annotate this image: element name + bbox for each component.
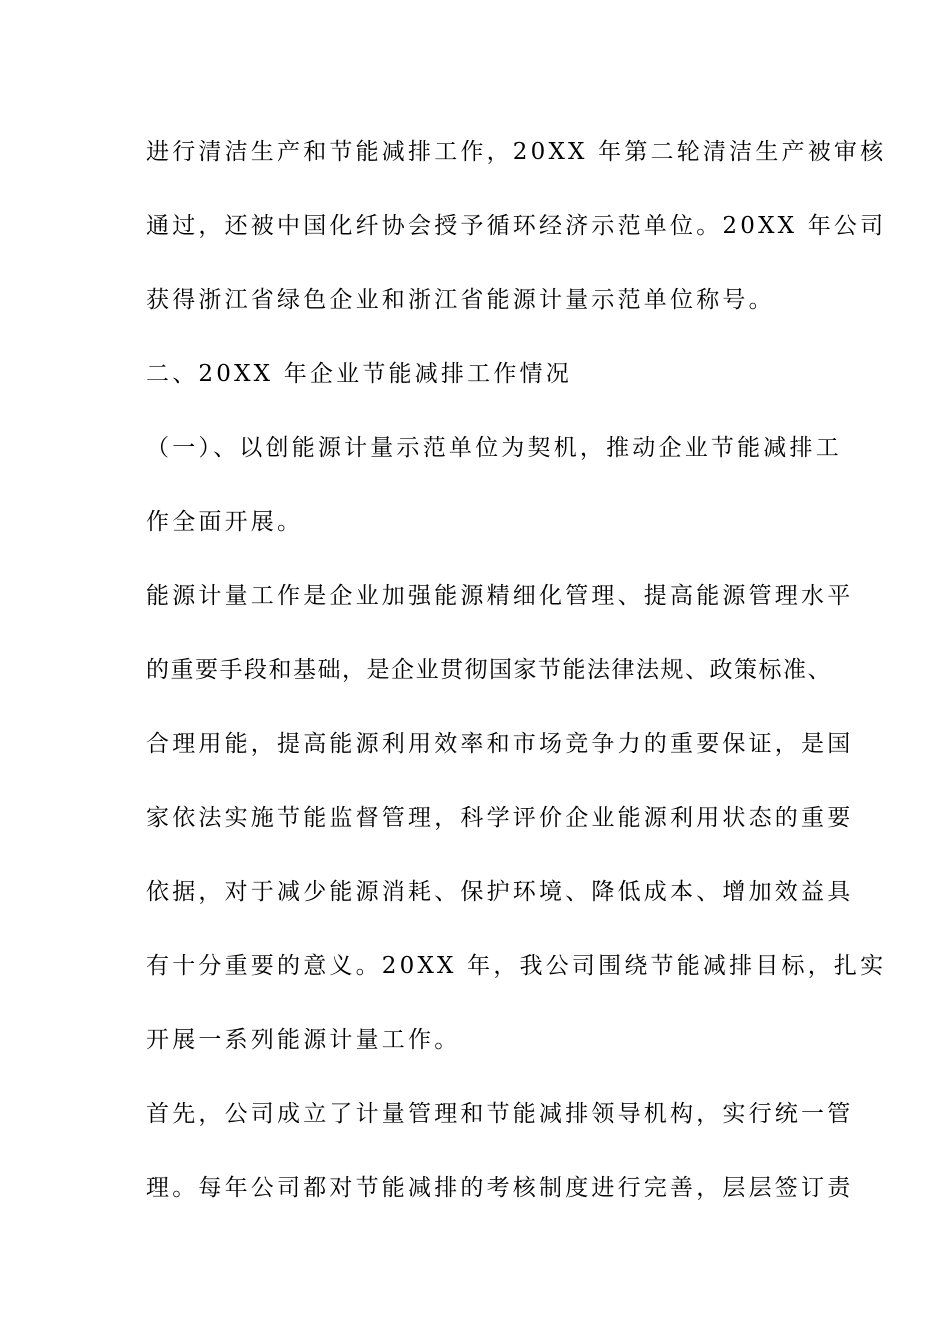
section-heading: 二、20XX 年企业节能减排工作情况 [146, 361, 572, 387]
paragraph-line: 的重要手段和基础，是企业贯彻国家节能法律法规、政策标准、 [146, 657, 832, 683]
subsection-heading: （一）、以创能源计量示范单位为契机，推动企业节能减排工 [146, 435, 842, 461]
paragraph-line: 合理用能，提高能源利用效率和市场竞争力的重要保证，是国 [146, 731, 854, 757]
paragraph-line: 通过，还被中国化纤协会授予循环经济示范单位。20XX 年公司 [146, 213, 887, 239]
paragraph-line: 进行清洁生产和节能减排工作，20XX 年第二轮清洁生产被审核 [146, 139, 887, 165]
paragraph-line: 家依法实施节能监督管理，科学评价企业能源利用状态的重要 [146, 805, 854, 831]
paragraph-line: 依据，对于减少能源消耗、保护环境、降低成本、增加效益具 [146, 879, 854, 905]
paragraph-line: 能源计量工作是企业加强能源精细化管理、提高能源管理水平 [146, 583, 854, 609]
subsection-heading-continued: 作全面开展。 [146, 509, 304, 535]
paragraph-line: 有十分重要的意义。20XX 年，我公司围绕节能减排目标，扎实 [146, 953, 887, 979]
paragraph-line: 开展一系列能源计量工作。 [146, 1027, 461, 1053]
paragraph-line: 理。每年公司都对节能减排的考核制度进行完善，层层签订责 [146, 1175, 854, 1201]
paragraph-line: 获得浙江省绿色企业和浙江省能源计量示范单位称号。 [146, 287, 775, 313]
paragraph-line: 首先，公司成立了计量管理和节能减排领导机构，实行统一管 [146, 1101, 854, 1127]
